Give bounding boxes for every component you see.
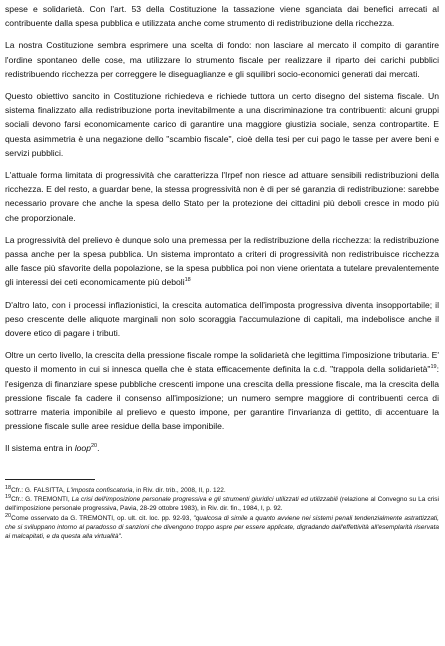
paragraph-6 [5,298,439,341]
footnote-ref-19[interactable]: 19 [430,364,437,371]
paragraph-italic-text: loop [74,443,91,454]
paragraph-2 [5,38,439,81]
footnote-ref-18[interactable]: 18 [184,277,191,284]
paragraph-7 [5,348,439,433]
footnote-text: , in Riv. dir. trib., 2008, II, p. 122. [132,486,226,494]
paragraph-text: La nostra Costituzione sembra esprimere una scelta di fondo: non lasciare al mercato il compito di garantire l'ordine spontaneo delle cose, ma utilizzare lo strumento fiscale per realizzare il riparto dei carichi pubblici redistribuendo ricchezza per correggere le diseguaglianze e gli squilibri socio-economici generati dai mercati. [5,40,439,79]
footnote-20 [5,514,439,542]
footnote-number: 19 [5,493,12,500]
footnote-separator [5,479,95,480]
paragraph-text: : l'esigenza di finanziare spese pubbliche crescenti impone una crescita della pressione fiscale, ma la crescita della pressione fiscale fa cadere il consenso all'imposizione; un numero sempre maggiore di contribuenti cerca di sottrarre materia imponibile al prelievo e questo impone, per garantire l'invarianza di gettito, di accentuare la pressione fiscale sulle aree residue della base imponibile. [5,364,439,432]
paragraph-text: Questo obiettivo sancito in Costituzione richiedeva e richiede tuttora un certo disegno del sistema fiscale. Un sistema finalizzato alla redistribuzione porta inevitabilmente a una discriminazione tra contribuenti: alcuni gruppi sociali devono farsi economicamente carico di garantire una maggiore giustizia sociale, senza contropartite. E questa asimmetria è una negazione dello "scambio fiscale", cioè della tesi per cui pago le tasse per avere beni e servizi pubblici. [5,91,439,158]
footnote-number: 18 [5,484,12,491]
footnote-text: Cfr.: G. FALSITTA, [11,486,67,494]
footnote-italic-text: La crisi dell'imposizione personale progressiva e gli strumenti giuridici utilizzati ed utilizzabili [71,495,338,503]
footnote-19 [5,495,439,514]
paragraph-8 [5,441,439,455]
paragraph-text: L'attuale forma limitata di progressività che caratterizza l'Irpef non riesce ad attuare sensibili redistribuzioni della ricchezza. E del resto, a guardar bene, la stessa progressività non è di per sé garanzia di redistribuzione: sarebbe necessario provare che anche la spesa dello Stato per la protezione dei cittadini più deboli cresce in modo più che proporzionale. [5,170,439,223]
footnote-text: Cfr.: G. TREMONTI, [11,495,72,503]
footnote-italic-text: L'imposta confiscatoria [66,486,133,494]
paragraph-4 [5,168,439,225]
footnote-number: 20 [5,512,12,519]
paragraph-text: La progressività del prelievo è dunque solo una premessa per la redistribuzione della ricchezza: la redistribuzione passa anche per la spesa pubblica. Un sistema improntato a criteri di progressività non redistribuisce ricchezza alle fasce più sfavorite della popolazione, se la spesa pubblica poi non viene orientata a tutelare prevalentemente gli interessi dei ceti economicamente più deboli [5,234,439,288]
footnote-text: Come osservato da G. TREMONTI, op. ult. cit. loc. pp. 92-93, [11,514,194,522]
footnote-18 [5,486,439,495]
paragraph-5 [5,233,439,290]
footnote-italic-text: "qualcosa di simile a quanto avviene nei sistemi penali tendenzialmente astrattizzati, che si sviluppano intorno al paradosso di sanzioni che divengono troppo aspre per essere applicate, digradando dall'effettività all'esemplarità riservata ai malcapitati, e da questa alla virtualità" [5,514,439,541]
paragraph-3 [5,89,439,160]
paragraph-text: spese e solidarietà. Con l'art. 53 della Costituzione la tassazione viene sganciata dai benefici arrecati al contribuente dalla spesa pubblica e utilizzata anche come strumento di redistribuzione della ricchezza. [5,4,439,29]
footnote-text: (relazione al Convegno su La crisi dell'imposizione personale progressiva, Pavia, 28-29 ottobre 1983), in Riv. dir. fin., 1984, I, p. 92. [5,495,440,513]
footnote-text: . [120,533,123,541]
footnote-ref-20[interactable]: 20 [90,443,98,450]
paragraph-text: Il sistema entra in [5,443,75,454]
paragraph-text: . [97,443,100,454]
paragraph-text: D'altro lato, con i processi inflazionistici, la crescita automatica dell'imposta progressiva diventa insopportabile; il peso crescente delle aliquote marginali non solo scoraggia l'accumulazione di capitali, ma indebolisce anche il dovere etico di pagare i tributi. [5,299,439,339]
paragraph-1 [5,2,439,30]
paragraph-text: Oltre un certo livello, la crescita della pressione fiscale rompe la solidarietà che legittima l'imposizione tributaria. E' questo il momento in cui si innesca quella che è stata efficacemente definita la c.d. "trappola della solidarietà" [5,350,439,375]
